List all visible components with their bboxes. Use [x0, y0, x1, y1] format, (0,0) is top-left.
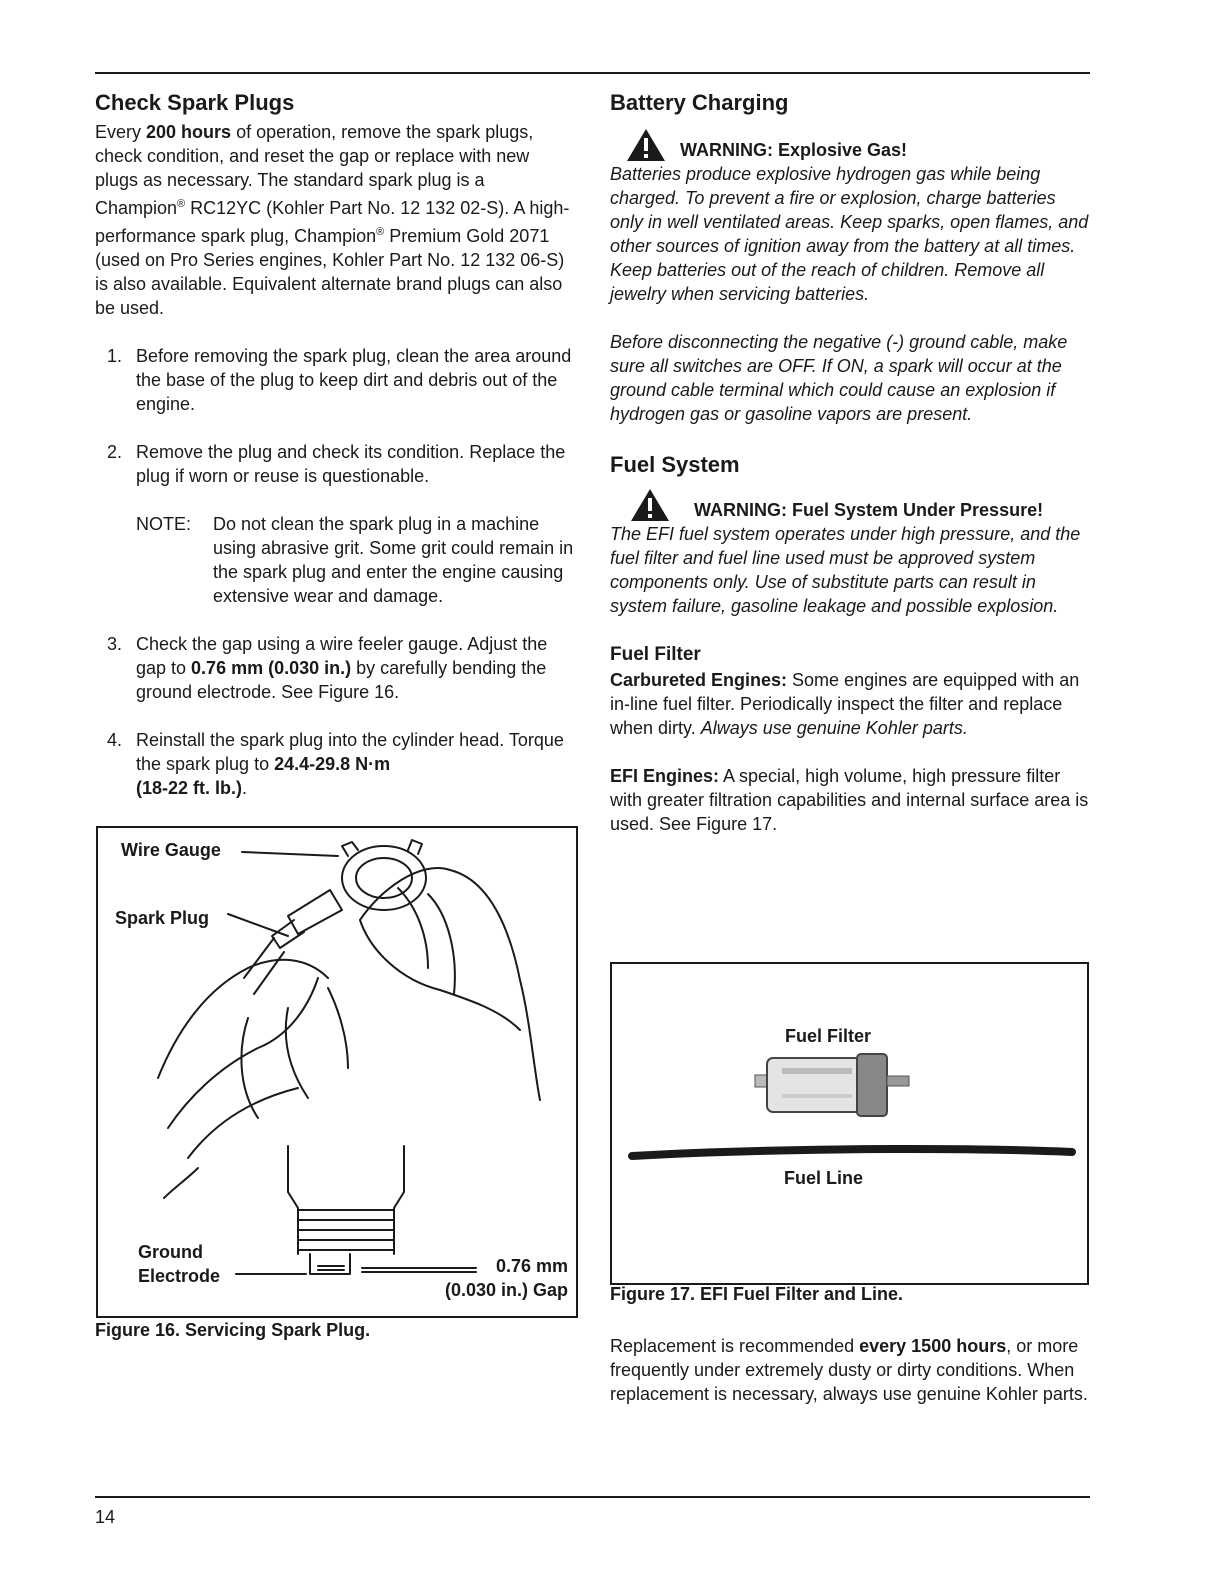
label-fuel-filter: Fuel Filter — [785, 1026, 872, 1046]
section-title-spark-plugs: Check Spark Plugs — [95, 90, 295, 115]
right-column — [610, 88, 1092, 836]
label-ground: Ground — [138, 1242, 203, 1262]
spark-plug-steps — [95, 344, 577, 800]
label-wire-gauge: Wire Gauge — [121, 840, 221, 860]
page-number: 14 — [95, 1507, 116, 1527]
left-column — [95, 88, 577, 800]
replacement-text: Replacement is recommended every 1500 hours, or more frequently under extremely dusty or dirty conditions. When replacement is necessary, always use genuine Kohler parts. — [610, 1336, 1088, 1404]
fuel-filter-illustration — [612, 964, 1087, 1283]
step-4: 4. Reinstall the spark plug into the cylinder head. Torque the spark plug to 24.4-29.8 N·m (18-22 ft. lb.). — [107, 730, 564, 798]
figure-16-box — [96, 826, 578, 1318]
efi-engines-text: EFI Engines: A special, high volume, high pressure filter with greater filtration capabilities and internal surface area is used. See Figure 17. — [610, 766, 1089, 834]
step-1: 1. Before removing the spark plug, clean the area around the base of the plug to keep dirt and debris out of the engine. — [107, 346, 572, 414]
battery-warning-text: WARNING: Explosive Gas! — [680, 140, 908, 160]
label-gap-mm: 0.76 mm — [495, 1256, 568, 1276]
top-rule — [95, 72, 1090, 74]
label-electrode: Electrode — [138, 1266, 221, 1286]
carbureted-engines-text: Carbureted Engines: Some engines are equipped with an in-line fuel filter. Periodically inspect the filter and replace when dirty. Always use genuine Kohler parts. — [610, 670, 1080, 738]
label-gap-in: (0.030 in.) Gap — [444, 1280, 568, 1300]
label-fuel-line: Fuel Line — [784, 1168, 864, 1188]
fuel-warning-body: The EFI fuel system operates under high pressure, and the fuel filter and fuel line used must be approved system components only. Use of substitute parts can result in system failure, gasoline leakage and possible explosion. — [610, 524, 1081, 616]
figure-17-caption: Figure 17. EFI Fuel Filter and Line. — [610, 1284, 904, 1304]
subsection-title-fuel-filter: Fuel Filter — [610, 644, 701, 665]
figure-16-caption: Figure 16. Servicing Spark Plug. — [95, 1320, 371, 1340]
battery-warning — [610, 128, 1092, 162]
battery-disconnect-text: Before disconnecting the negative (-) ground cable, make sure all switches are OFF. If ON, a spark will occur at the ground cable terminal which could cause an explosion if hydrogen gas or gasoline vapors are present. — [610, 332, 1068, 424]
figure-17-box — [610, 962, 1089, 1285]
section-title-fuel-system: Fuel System — [610, 452, 740, 477]
warning-triangle-icon — [626, 128, 666, 162]
battery-warning-body: Batteries produce explosive hydrogen gas while being charged. To prevent a fire or explosion, charge batteries only in well ventilated areas. Keep sparks, open flames, and other sources of ignition away from the battery at all times. Keep batteries out of the reach of children. Remove all jewelry when servicing batteries. — [610, 164, 1089, 304]
label-spark-plug: Spark Plug — [115, 908, 210, 928]
fuel-warning-text: WARNING: Fuel System Under Pressure! — [694, 500, 1044, 520]
note-block — [95, 512, 577, 608]
warning-triangle-icon — [630, 488, 670, 522]
spark-plug-intro: Every 200 hours of operation, remove the spark plugs, check condition, and reset the gap or replace with new plugs as necessary. The standard spark plug is a Champion® RC12YC (Kohler Part No. 12 132 02-S). A high-performance spark plug, Champion® Premium Gold 2071 (used on Pro Series engines, Kohler Part No. 12 132 06-S) is also available. Equivalent alternate brand plugs can also be used. — [95, 122, 570, 318]
note-label: NOTE: — [136, 514, 192, 534]
bottom-rule — [95, 1496, 1090, 1498]
section-title-battery: Battery Charging — [610, 90, 789, 115]
note-text: Do not clean the spark plug in a machine using abrasive grit. Some grit could remain in the spark plug and enter the engine causing extensive wear and damage. — [213, 514, 574, 606]
step-2: 2. Remove the plug and check its condition. Replace the plug if worn or reuse is questionable. — [107, 442, 566, 486]
step-3: 3. Check the gap using a wire feeler gauge. Adjust the gap to 0.76 mm (0.030 in.) by carefully bending the ground electrode. See Figure 16. — [107, 634, 548, 702]
fuel-warning — [610, 488, 1092, 522]
